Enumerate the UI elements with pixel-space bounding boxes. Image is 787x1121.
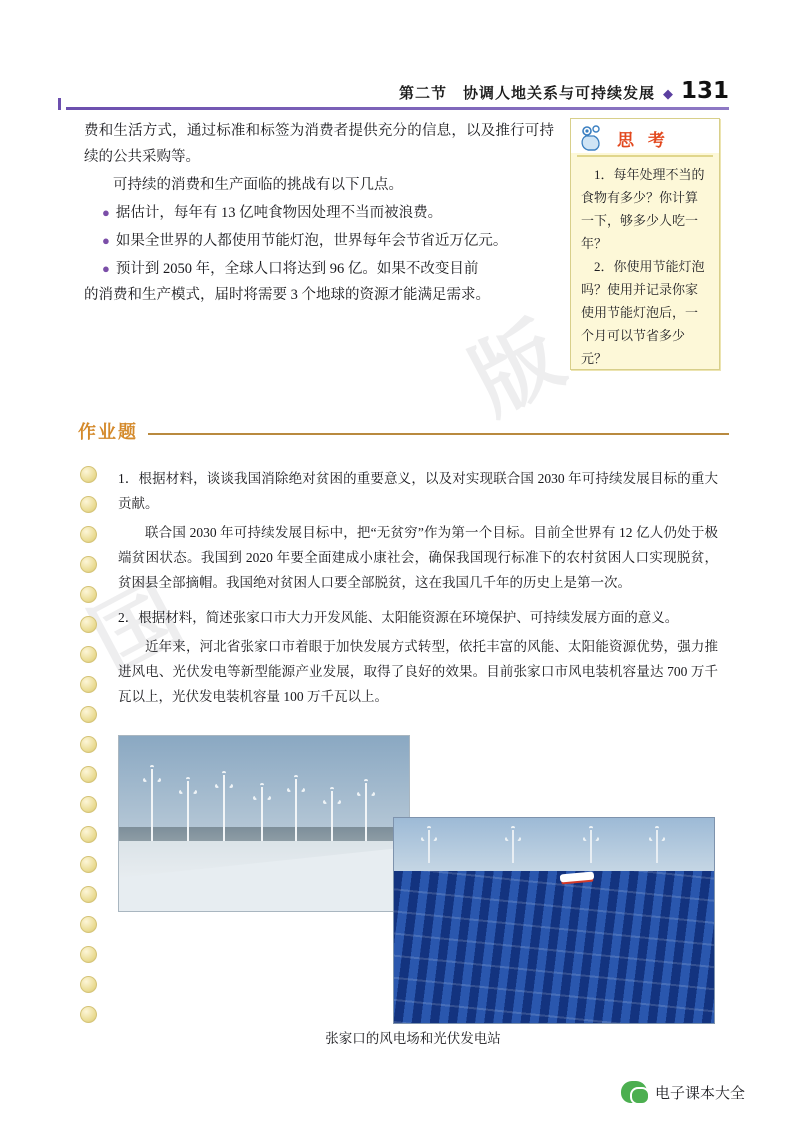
exercise-list [118, 466, 718, 719]
solar-plant-photo [393, 817, 715, 1024]
footer-label: 电子课本大全 [654, 1083, 745, 1102]
spiral-binding [80, 466, 100, 1026]
spiral-dot [80, 556, 97, 573]
spiral-dot [80, 676, 97, 693]
bullet-dot-icon: ● [102, 205, 110, 220]
bullet-dot-icon: ● [102, 261, 110, 276]
wind-turbine-icon [365, 783, 367, 841]
sky-region [394, 818, 714, 871]
spiral-dot [80, 646, 97, 663]
spiral-dot [80, 1006, 97, 1023]
body-text [84, 118, 554, 323]
spiral-dot [80, 766, 97, 783]
bullet-item [84, 256, 554, 282]
wind-farm-photo [118, 735, 410, 912]
wind-turbine-icon [512, 830, 514, 863]
section-heading [78, 418, 729, 444]
bullet-text: 预计到 2050 年，全球人口将达到 96 亿。如果不改变目前 [115, 261, 479, 277]
think-item-2: 2．你使用节能灯泡吗？使用并记录你家使用节能灯泡后，一个月可以节省多少元？ [581, 259, 705, 366]
wind-turbine-icon [656, 830, 658, 863]
wechat-icon [621, 1081, 647, 1103]
section-title: 作业题 [78, 418, 148, 444]
spiral-dot [80, 826, 97, 843]
think-item-1: 1．每年处理不当的食物有多少？你计算一下，够多少人吃一年？ [581, 167, 705, 251]
snow-region [119, 841, 409, 911]
spiral-dot [80, 916, 97, 933]
spiral-dot [80, 706, 97, 723]
diamond-icon: ◆ [662, 86, 673, 101]
bullet-text: 如果全世界的人都使用节能灯泡，世界每年会节省近万亿元。 [115, 233, 508, 249]
page-header [66, 78, 729, 108]
exercise-material-1: 联合国 2030 年可持续发展目标中，把“无贫穷”作为第一个目标。目前全世界有 12 亿人仍处于极端贫困状态。我国到 2020 年要全面建成小康社会，确保我国现行标准下的农村贫困人口实现脱贫，贫困县全部摘帽。我国绝对贫困人口要全部脱贫，这在我国几千年的历史上是第一次。 [118, 525, 718, 590]
watermark-1: 版 [455, 304, 579, 434]
wind-turbine-icon [331, 791, 333, 841]
wind-turbine-icon [295, 779, 297, 841]
page-number: 131 [680, 78, 729, 104]
header-rule-cap [58, 98, 61, 110]
watermark-2: 国 [75, 564, 199, 694]
paragraph-2: 可持续的消费和生产面临的挑战有以下几点。 [113, 177, 403, 193]
exercise-question-1: 1．根据材料，谈谈我国消除绝对贫困的重要意义，以及对实现联合国 2030 年可持续发展目标的重大贡献。 [118, 471, 718, 511]
think-box [570, 118, 720, 370]
spiral-dot [80, 976, 97, 993]
bullet-dot-icon: ● [102, 233, 110, 248]
bullet-item [84, 200, 554, 226]
exercise-material-2: 近年来，河北省张家口市着眼于加快发展方式转型，依托丰富的风能、太阳能资源优势，强力推进风电、光伏发电等新型能源产业发展，取得了良好的效果。目前张家口市风电装机容量达 700 万千瓦以上，光伏发电装机容量 100 万千瓦以上。 [118, 639, 718, 704]
figure-caption: 张家口的风电场和光伏发电站 [325, 1031, 501, 1046]
header-rule [66, 107, 729, 110]
spiral-dot [80, 526, 97, 543]
solar-panel-array [394, 871, 714, 1023]
spiral-dot [80, 616, 97, 633]
lightbulb-gear-icon [577, 123, 611, 153]
spiral-dot [80, 946, 97, 963]
spiral-dot [80, 496, 97, 513]
paragraph-1: 费和生活方式，通过标准和标签为消费者提供充分的信息，以及推行可持续的公共采购等。 [84, 123, 554, 165]
wind-turbine-icon [428, 830, 430, 863]
spiral-dot [80, 736, 97, 753]
wind-turbine-icon [151, 769, 153, 841]
think-box-body [571, 157, 719, 376]
wind-turbine-icon [261, 787, 263, 841]
wind-turbine-icon [187, 781, 189, 841]
paragraph-3: 的消费和生产模式，届时将需要 3 个地球的资源才能满足需求。 [84, 287, 490, 303]
think-box-header [571, 119, 719, 153]
bullet-item [84, 228, 554, 254]
footer-brand [621, 1081, 745, 1103]
spiral-dot [80, 886, 97, 903]
spiral-dot [80, 796, 97, 813]
spiral-dot [80, 466, 97, 483]
wind-turbine-icon [590, 830, 592, 863]
wind-turbine-icon [223, 775, 225, 841]
spiral-dot [80, 856, 97, 873]
figure-group [118, 735, 708, 1046]
exercise-question-2: 2．根据材料，简述张家口市大力开发风能、太阳能资源在环境保护、可持续发展方面的意义。 [118, 610, 679, 625]
chapter-title: 第二节 协调人地关系与可持续发展 [398, 84, 655, 102]
spiral-dot [80, 586, 97, 603]
section-underline [78, 433, 729, 435]
bullet-text: 据估计，每年有 13 亿吨食物因处理不当而被浪费。 [115, 205, 443, 221]
think-box-title: 思 考 [617, 130, 669, 151]
